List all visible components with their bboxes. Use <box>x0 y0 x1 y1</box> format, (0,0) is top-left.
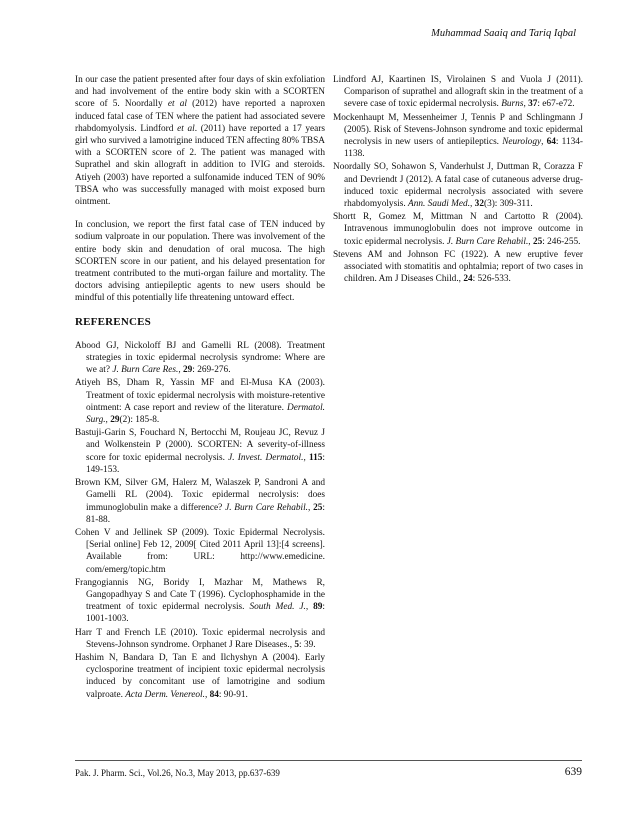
body-paragraph: In conclusion, we report the first fatal case of TEN induced by sodium valproate in our population. There was involvement of the entire body skin and denudation of oral mucosa. The high SCORTEN score in our patient, and his delayed presentation for treatment contributed to the muti-organ failure and mortality. The doctors advising antiepileptic agents to new users should be mindful of this potentially life threatening untoward effect. <box>75 220 325 304</box>
reference-entry: Bastuji-Garin S, Fouchard N, Bertocchi M, Roujeau JC, Revuz J and Wolkenstein P (2000). SCORTEN: A severity-of-illness score for toxic epidermal necrolysis. J. Invest. Dermatol., 115: 149-153. <box>75 428 325 475</box>
page-number: 639 <box>564 766 582 778</box>
reference-entry: Harr T and French LE (2010). Toxic epidermal necrolysis and Stevens-Johnson syndrome. Orphanet J Rare Diseases., 5: 39. <box>75 627 325 650</box>
reference-entry: Cohen V and Jellinek SP (2009). Toxic Epidermal Necrolysis. [Serial online] Feb 12, 2009[ Cited 2011 April 13]:[4 screens]. Available from: URL: http://www.emedicine. com/emerg/topic.htm <box>75 527 325 575</box>
references-heading: REFERENCES <box>75 315 151 328</box>
reference-entry: Frangogiannis NG, Boridy I, Mazhar M, Mathews R, Gangopadhyay S and Cate T (1996). Cyclophosphamide in the treatment of toxic epidermal necrolysis. South Med. J., 89: 1001-1003. <box>75 577 326 625</box>
reference-list-right <box>333 74 583 285</box>
reference-entry: Stevens AM and Johnson FC (1922). A new eruptive fever associated with stomatitis and ophtalmia; report of two cases in children. Am J Diseases Child., 24: 526-533. <box>333 249 583 285</box>
reference-entry: Brown KM, Silver GM, Halerz M, Walaszek P, Sandroni A and Gamelli RL (2004). Toxic epidermal necrolysis: does immunoglobulin make a difference? J. Burn Care Rehabil., 25: 81-88. <box>75 478 325 525</box>
reference-list-left <box>75 340 325 701</box>
journal-citation: Pak. J. Pharm. Sci., Vol.26, No.3, May 2013, pp.637-639 <box>75 768 280 778</box>
reference-entry: Noordally SO, Sohawon S, Vanderhulst J, Duttman R, Corazza F and Devriendt J (2012). A fatal case of cutaneous adverse drug-induced toxic epidermal necrolysis associated with severe rhabdomyolysis. Ann. Saudi Med., 32(3): 309-311. <box>333 162 583 210</box>
footer-divider <box>75 760 582 761</box>
body-paragraph: In our case the patient presented after four days of skin exfoliation and had involvement of the entire body skin with a SCORTEN score of 5. Noordally et al (2012) have reported a naproxen induced fatal case of TEN where the patient had associated severe rhabdomyolysis. Lindford et al. (2011) have reported a 17 years girl who survived a lamotrigine induced TEN affecting 80% TBSA with a SCORTEN score of 2. The patient was managed with Suprathel and skin allograft in addition to IVIG and steroids. Atiyeh (2003) have reported a sulfonamide induced TEN of 90% TBSA who was successfully managed with moist exposed burn ointment. <box>75 75 325 208</box>
left-column <box>75 74 325 702</box>
reference-entry: Lindford AJ, Kaartinen IS, Virolainen S and Vuola J (2011). Comparison of suprathel and allograft skin in the treatment of a severe case of toxic epidermal necrolysis. Burns, 37: e67-e72. <box>333 75 583 110</box>
reference-entry: Hashim N, Bandara D, Tan E and Ilchyshyn A (2004). Early cyclosporine treatment of incipient toxic epidermal necrolysis induced by concomitant use of lamotrigine and sodium valproate. Acta Derm. Venereol., 84: 90-91. <box>75 652 325 700</box>
reference-entry: Atiyeh BS, Dham R, Yassin MF and El-Musa KA (2003). Treatment of toxic epidermal necrolysis with moisture-retentive ointment: A case report and review of the literature. Dermatol. Surg., 29(2): 185-8. <box>75 378 325 426</box>
reference-entry: Abood GJ, Nickoloff BJ and Gamelli RL (2008). Treatment strategies in toxic epidermal necrolysis syndrome: Where are we at? J. Burn Care Res., 29: 269-276. <box>75 340 325 376</box>
right-column <box>333 74 583 286</box>
reference-entry: Mockenhaupt M, Messenheimer J, Tennis P and Schlingmann J (2005). Risk of Stevens-Johnson syndrome and toxic epidermal necrolysis in new users of antiepileptics. Neurology, 64: 1134-1138. <box>333 112 583 160</box>
reference-entry: Shortt R, Gomez M, Mittman N and Cartotto R (2004). Intravenous immunoglobulin does not improve outcome in toxic epidermal necrolysis. J. Burn Care Rehabil., 25: 246-255. <box>333 212 583 247</box>
running-header: Muhammad Saaiq and Tariq Iqbal <box>431 28 576 39</box>
